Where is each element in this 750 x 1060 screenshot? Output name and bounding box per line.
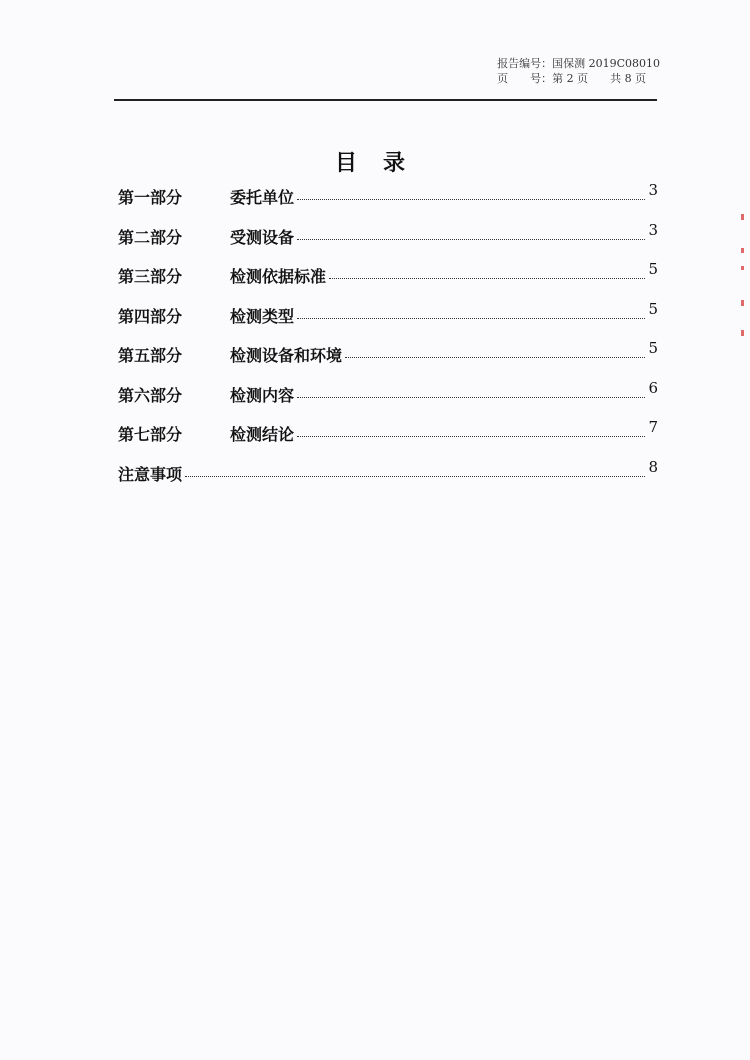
- toc-dot-leader: [297, 199, 645, 200]
- toc-dot-leader: [185, 476, 645, 477]
- toc-section-name: 检测结论: [230, 425, 295, 444]
- toc-part-label: 第一部分: [118, 188, 183, 207]
- toc-page-number: 5: [648, 299, 658, 318]
- toc-section-name: 受测设备: [230, 227, 295, 247]
- toc-part-label: 第四部分: [118, 306, 183, 326]
- toc-section-name: 检测类型: [230, 306, 295, 326]
- toc-part-label: 第五部分: [118, 346, 183, 365]
- toc-entry-part-1: [118, 181, 658, 225]
- toc-section-name: 检测内容: [230, 385, 295, 405]
- toc-entry-part-6: [118, 378, 658, 423]
- toc-dot-leader: [329, 278, 645, 279]
- toc-dot-leader: [297, 239, 645, 240]
- report-number: 报告编号：国保测 2019C08010: [497, 57, 660, 70]
- table-of-contents: [118, 181, 658, 501]
- scan-edge-mark: [741, 266, 744, 270]
- toc-dot-leader: [345, 357, 645, 358]
- toc-entry-notes: [118, 457, 658, 502]
- toc-section-name: 委托单位: [230, 188, 295, 207]
- toc-entry-part-5: [118, 339, 658, 383]
- toc-section-name: 注意事项: [118, 464, 183, 484]
- toc-page-number: 3: [648, 181, 658, 199]
- toc-section-name: 检测设备和环境: [230, 346, 343, 365]
- scan-edge-mark: [741, 330, 744, 336]
- header-rule: [114, 99, 657, 101]
- toc-dot-leader: [297, 397, 645, 398]
- page-title: 目录: [334, 150, 431, 176]
- toc-page-number: 6: [648, 378, 658, 397]
- toc-page-number: 7: [648, 418, 658, 436]
- page-number: 页 号：第 2 页 共 8 页: [497, 72, 647, 85]
- scan-edge-mark: [741, 300, 744, 306]
- toc-page-number: 3: [648, 220, 658, 239]
- toc-entry-part-3: [118, 260, 658, 304]
- toc-dot-leader: [297, 318, 645, 319]
- toc-page-number: 5: [648, 260, 658, 278]
- toc-entry-part-7: [118, 418, 658, 462]
- toc-entry-part-4: [118, 299, 658, 344]
- report-header: [497, 56, 660, 86]
- toc-part-label: 第三部分: [118, 267, 183, 286]
- toc-part-label: 第六部分: [118, 385, 183, 405]
- toc-dot-leader: [297, 436, 645, 437]
- toc-section-name: 检测依据标准: [230, 267, 327, 286]
- scan-edge-mark: [741, 248, 744, 253]
- toc-part-label: 第二部分: [118, 227, 183, 247]
- scan-edge-mark: [741, 214, 744, 220]
- toc-page-number: 5: [648, 339, 658, 357]
- toc-part-label: 第七部分: [118, 425, 183, 444]
- toc-entry-part-2: [118, 220, 658, 265]
- toc-page-number: 8: [648, 457, 658, 476]
